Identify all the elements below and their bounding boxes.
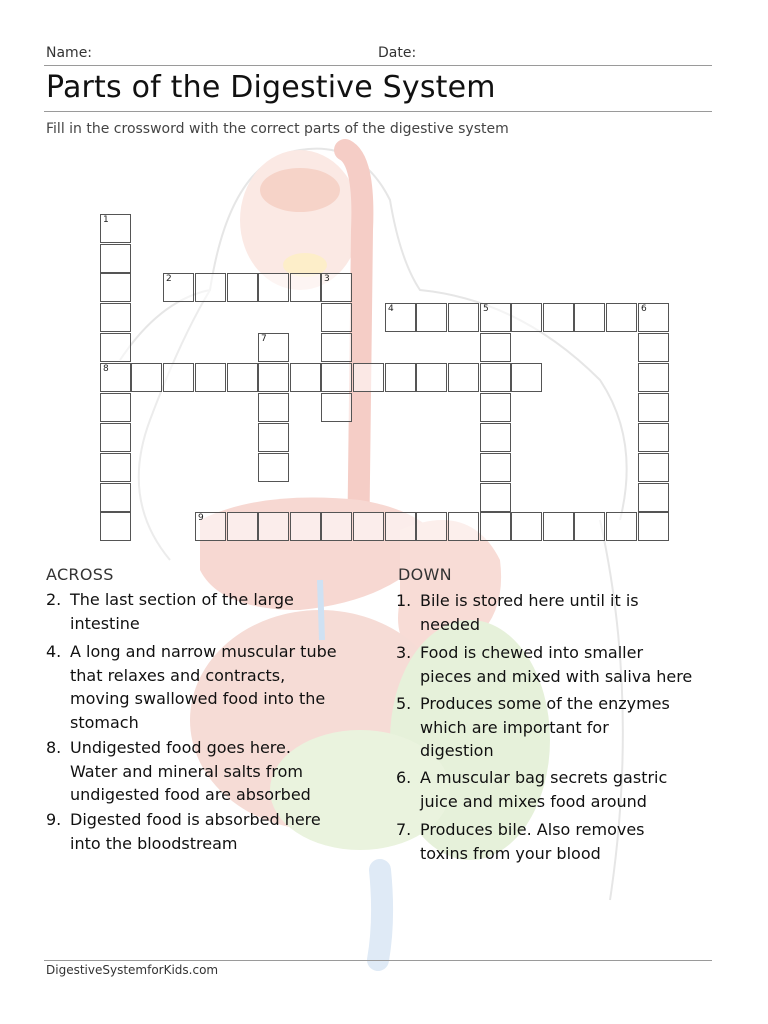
crossword-cell[interactable] (574, 303, 605, 332)
crossword-cell[interactable] (480, 363, 511, 392)
name-label: Name: (46, 45, 93, 61)
page-title: Parts of the Digestive System (46, 70, 496, 105)
crossword-cell[interactable] (448, 303, 479, 332)
crossword-cell[interactable] (290, 363, 321, 392)
clue-number: 8. (46, 738, 62, 757)
crossword-cell[interactable] (321, 393, 352, 422)
crossword-cell[interactable] (163, 273, 194, 302)
clue-line: Food is chewed into smaller (420, 643, 644, 662)
clue-line: juice and mixes food around (420, 791, 647, 811)
cell-number: 1 (103, 215, 109, 225)
crossword-cell[interactable] (163, 363, 194, 392)
across-heading: ACROSS (46, 565, 114, 584)
crossword-cell[interactable] (131, 363, 162, 392)
clue-line: Produces bile. Also removes (420, 820, 645, 839)
instructions: Fill in the crossword with the correct parts of the digestive system (46, 121, 509, 137)
crossword-cell[interactable] (290, 512, 321, 541)
clue-line: intestine (70, 613, 140, 633)
crossword-cell[interactable] (385, 303, 416, 332)
crossword-cell[interactable] (416, 303, 447, 332)
crossword-cell[interactable] (258, 363, 289, 392)
crossword-cell[interactable] (511, 303, 542, 332)
cell-number: 9 (198, 513, 204, 523)
crossword-cell[interactable] (100, 303, 131, 332)
clue-line: that relaxes and contracts, (70, 665, 286, 685)
clue-line: stomach (70, 712, 139, 732)
crossword-cell[interactable] (100, 333, 131, 362)
crossword-cell[interactable] (258, 393, 289, 422)
clue-line: The last section of the large (70, 590, 294, 609)
crossword-cell[interactable] (606, 512, 637, 541)
crossword-cell[interactable] (100, 363, 131, 392)
crossword-cell[interactable] (100, 244, 131, 273)
date-label: Date: (378, 45, 417, 61)
crossword-cell[interactable] (258, 453, 289, 482)
crossword-cell[interactable] (638, 393, 669, 422)
crossword-cell[interactable] (638, 333, 669, 362)
crossword-cell[interactable] (100, 214, 131, 243)
crossword-cell[interactable] (258, 423, 289, 452)
cell-number: 4 (388, 304, 394, 314)
crossword-cell[interactable] (100, 423, 131, 452)
crossword-cell[interactable] (638, 453, 669, 482)
clue-line: Bile is stored here until it is (420, 591, 639, 610)
clue-number: 1. (396, 591, 412, 610)
crossword-cell[interactable] (480, 483, 511, 512)
crossword-cell[interactable] (195, 363, 226, 392)
crossword-cell[interactable] (511, 512, 542, 541)
crossword-cell[interactable] (321, 273, 352, 302)
clue-number: 4. (46, 642, 62, 661)
crossword-cell[interactable] (448, 363, 479, 392)
crossword-cell[interactable] (638, 423, 669, 452)
crossword-cell[interactable] (480, 333, 511, 362)
clue-number: 5. (396, 694, 412, 713)
clue-line: A muscular bag secrets gastric (420, 768, 668, 787)
crossword-cell[interactable] (258, 333, 289, 362)
crossword-cell[interactable] (258, 512, 289, 541)
crossword-cell[interactable] (511, 363, 542, 392)
crossword-cell[interactable] (353, 363, 384, 392)
clue-line: pieces and mixed with saliva here (420, 666, 693, 686)
crossword-cell[interactable] (638, 483, 669, 512)
clue-line: toxins from your blood (420, 843, 601, 863)
cell-number: 3 (324, 274, 330, 284)
clue-number: 2. (46, 590, 62, 609)
clue-line: Produces some of the enzymes (420, 694, 670, 713)
footer-site: DigestiveSystemforKids.com (46, 963, 219, 977)
cell-number: 7 (261, 334, 267, 344)
crossword-cell[interactable] (416, 512, 447, 541)
clue-number: 6. (396, 768, 412, 787)
crossword-cell[interactable] (480, 453, 511, 482)
crossword-cell[interactable] (321, 512, 352, 541)
down-heading: DOWN (398, 565, 452, 584)
crossword-cell[interactable] (385, 512, 416, 541)
crossword-cell[interactable] (100, 273, 131, 302)
cell-number: 2 (166, 274, 172, 284)
crossword-cell[interactable] (321, 333, 352, 362)
cell-number: 6 (641, 304, 647, 314)
crossword-cell[interactable] (100, 483, 131, 512)
crossword-cell[interactable] (100, 512, 131, 541)
crossword-cell[interactable] (321, 303, 352, 332)
clue-number: 9. (46, 810, 62, 829)
clue-line: Digested food is absorbed here (70, 810, 321, 829)
clue-line: needed (420, 614, 480, 634)
clue-line: undigested food are absorbed (70, 785, 311, 804)
clue-line: Water and mineral salts from (70, 761, 304, 781)
crossword-cell[interactable] (448, 512, 479, 541)
crossword-cell[interactable] (638, 512, 669, 541)
crossword-cell[interactable] (480, 423, 511, 452)
crossword-cell[interactable] (258, 273, 289, 302)
clue-line: A long and narrow muscular tube (70, 642, 337, 661)
clue-line: moving swallowed food into the (70, 689, 326, 708)
crossword-cell[interactable] (480, 303, 511, 332)
crossword-cell[interactable] (290, 273, 321, 302)
crossword-cell[interactable] (416, 363, 447, 392)
crossword-cell[interactable] (227, 512, 258, 541)
crossword-cell[interactable] (480, 393, 511, 422)
clue-number: 3. (396, 643, 412, 662)
crossword-cell[interactable] (638, 303, 669, 332)
crossword-cell[interactable] (385, 363, 416, 392)
crossword-cell[interactable] (353, 512, 384, 541)
crossword-cell[interactable] (227, 273, 258, 302)
clue-line: digestion (420, 741, 494, 760)
crossword-cell[interactable] (100, 393, 131, 422)
clue-line: Undigested food goes here. (70, 738, 291, 757)
crossword-cell[interactable] (574, 512, 605, 541)
crossword-cell[interactable] (227, 363, 258, 392)
crossword-cell[interactable] (638, 363, 669, 392)
crossword-cell[interactable] (195, 512, 226, 541)
cell-number: 8 (103, 364, 109, 374)
clue-line: which are important for (420, 717, 609, 737)
clue-line: into the bloodstream (70, 833, 238, 853)
crossword-cell[interactable] (321, 363, 352, 392)
crossword-cell[interactable] (100, 453, 131, 482)
clue-number: 7. (396, 820, 412, 839)
crossword-cell[interactable] (606, 303, 637, 332)
crossword-cell[interactable] (480, 512, 511, 541)
crossword-cell[interactable] (543, 303, 574, 332)
crossword-cell[interactable] (543, 512, 574, 541)
cell-number: 5 (483, 304, 489, 314)
crossword-cell[interactable] (195, 273, 226, 302)
